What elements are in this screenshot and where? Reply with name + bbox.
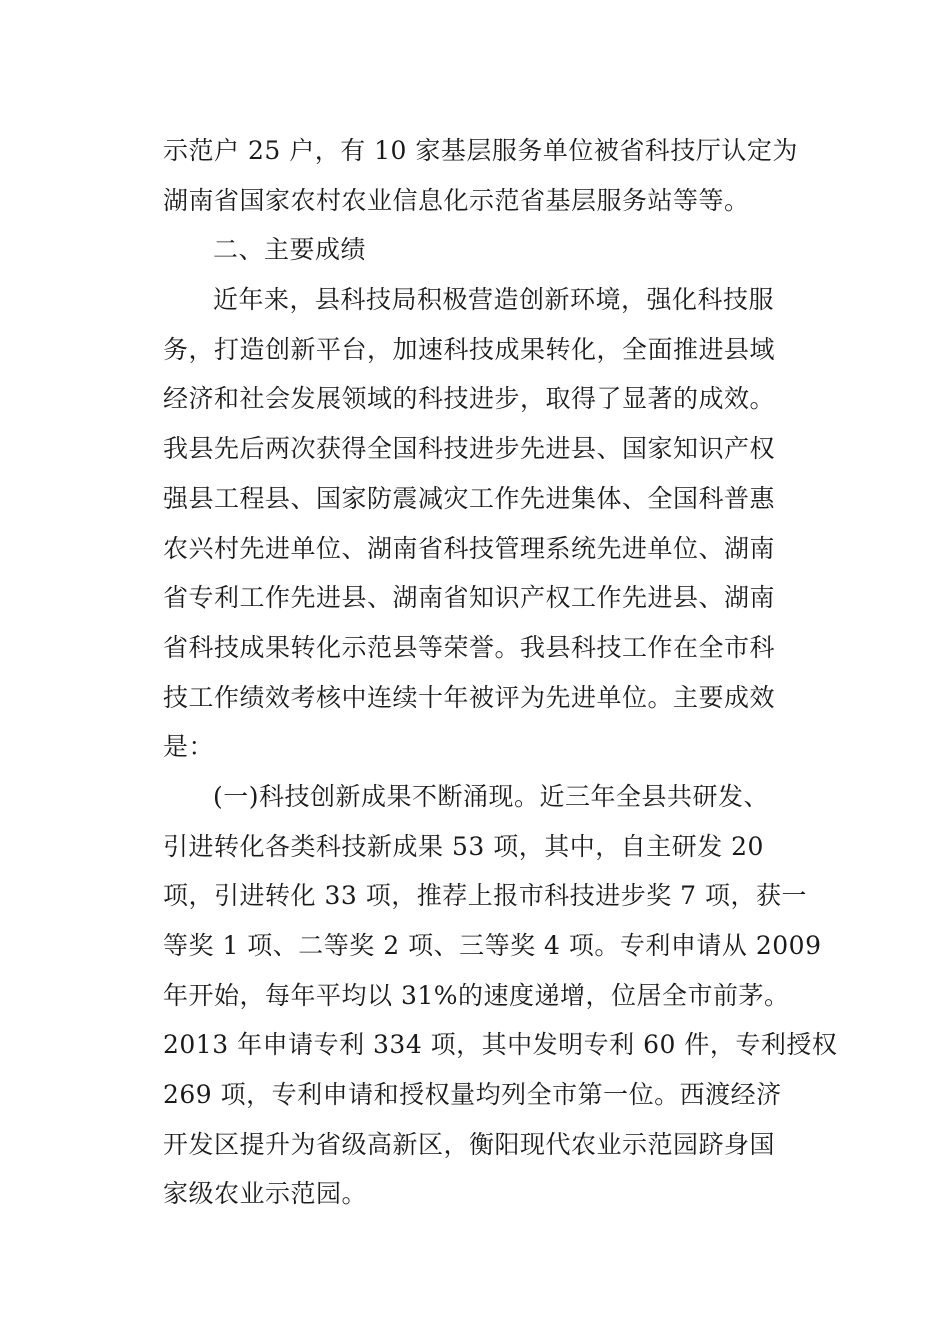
body-line: 强县工程县、国家防震减灾工作先进集体、全国科普惠 [163,483,776,513]
body-line: 经济和社会发展领域的科技进步，取得了显著的成效。 [163,384,776,414]
section-heading: 二、主要成绩 [213,235,367,265]
subsection-heading: (一)科技创新成果不断涌现。近三年全县共研发、 [213,781,770,811]
body-line: 年开始，每年平均以 31%的速度递增，位居全市前茅。 [163,980,790,1010]
body-line: 项，引进转化 33 项，推荐上报市科技进步奖 7 项，获一 [163,881,808,911]
body-line: 269 项，专利申请和授权量均列全市第一位。西渡经济 [163,1080,782,1110]
document-body [163,126,838,1219]
body-line: 2013 年申请专利 334 项，其中发明专利 60 件，专利授权 [163,1030,838,1060]
body-line: 我县先后两次获得全国科技进步先进县、国家知识产权 [163,434,776,464]
body-line: 家级农业示范园。 [163,1179,368,1209]
body-line: 是： [163,732,215,762]
body-line: 湖南省国家农村农业信息化示范省基层服务站等等。 [163,185,750,215]
body-line: 示范户 25 户，有 10 家基层服务单位被省科技厅认定为 [163,136,798,165]
body-line: 省专利工作先进县、湖南省知识产权工作先进县、湖南 [163,583,776,613]
body-line: 农兴村先进单位、湖南省科技管理系统先进单位、湖南 [163,533,776,563]
body-line: 开发区提升为省级高新区，衡阳现代农业示范园跻身国 [163,1129,776,1159]
body-line: 近年来，县科技局积极营造创新环境，强化科技服 [213,285,775,315]
body-line: 等奖 1 项、二等奖 2 项、三等奖 4 项。专利申请从 2009 [163,931,822,960]
body-line: 技工作绩效考核中连续十年被评为先进单位。主要成效 [163,682,776,712]
body-line: 引进转化各类科技新成果 53 项，其中，自主研发 20 [163,831,764,861]
body-line: 省科技成果转化示范县等荣誉。我县科技工作在全市科 [163,632,776,662]
body-line: 务，打造创新平台，加速科技成果转化，全面推进县域 [163,334,776,364]
